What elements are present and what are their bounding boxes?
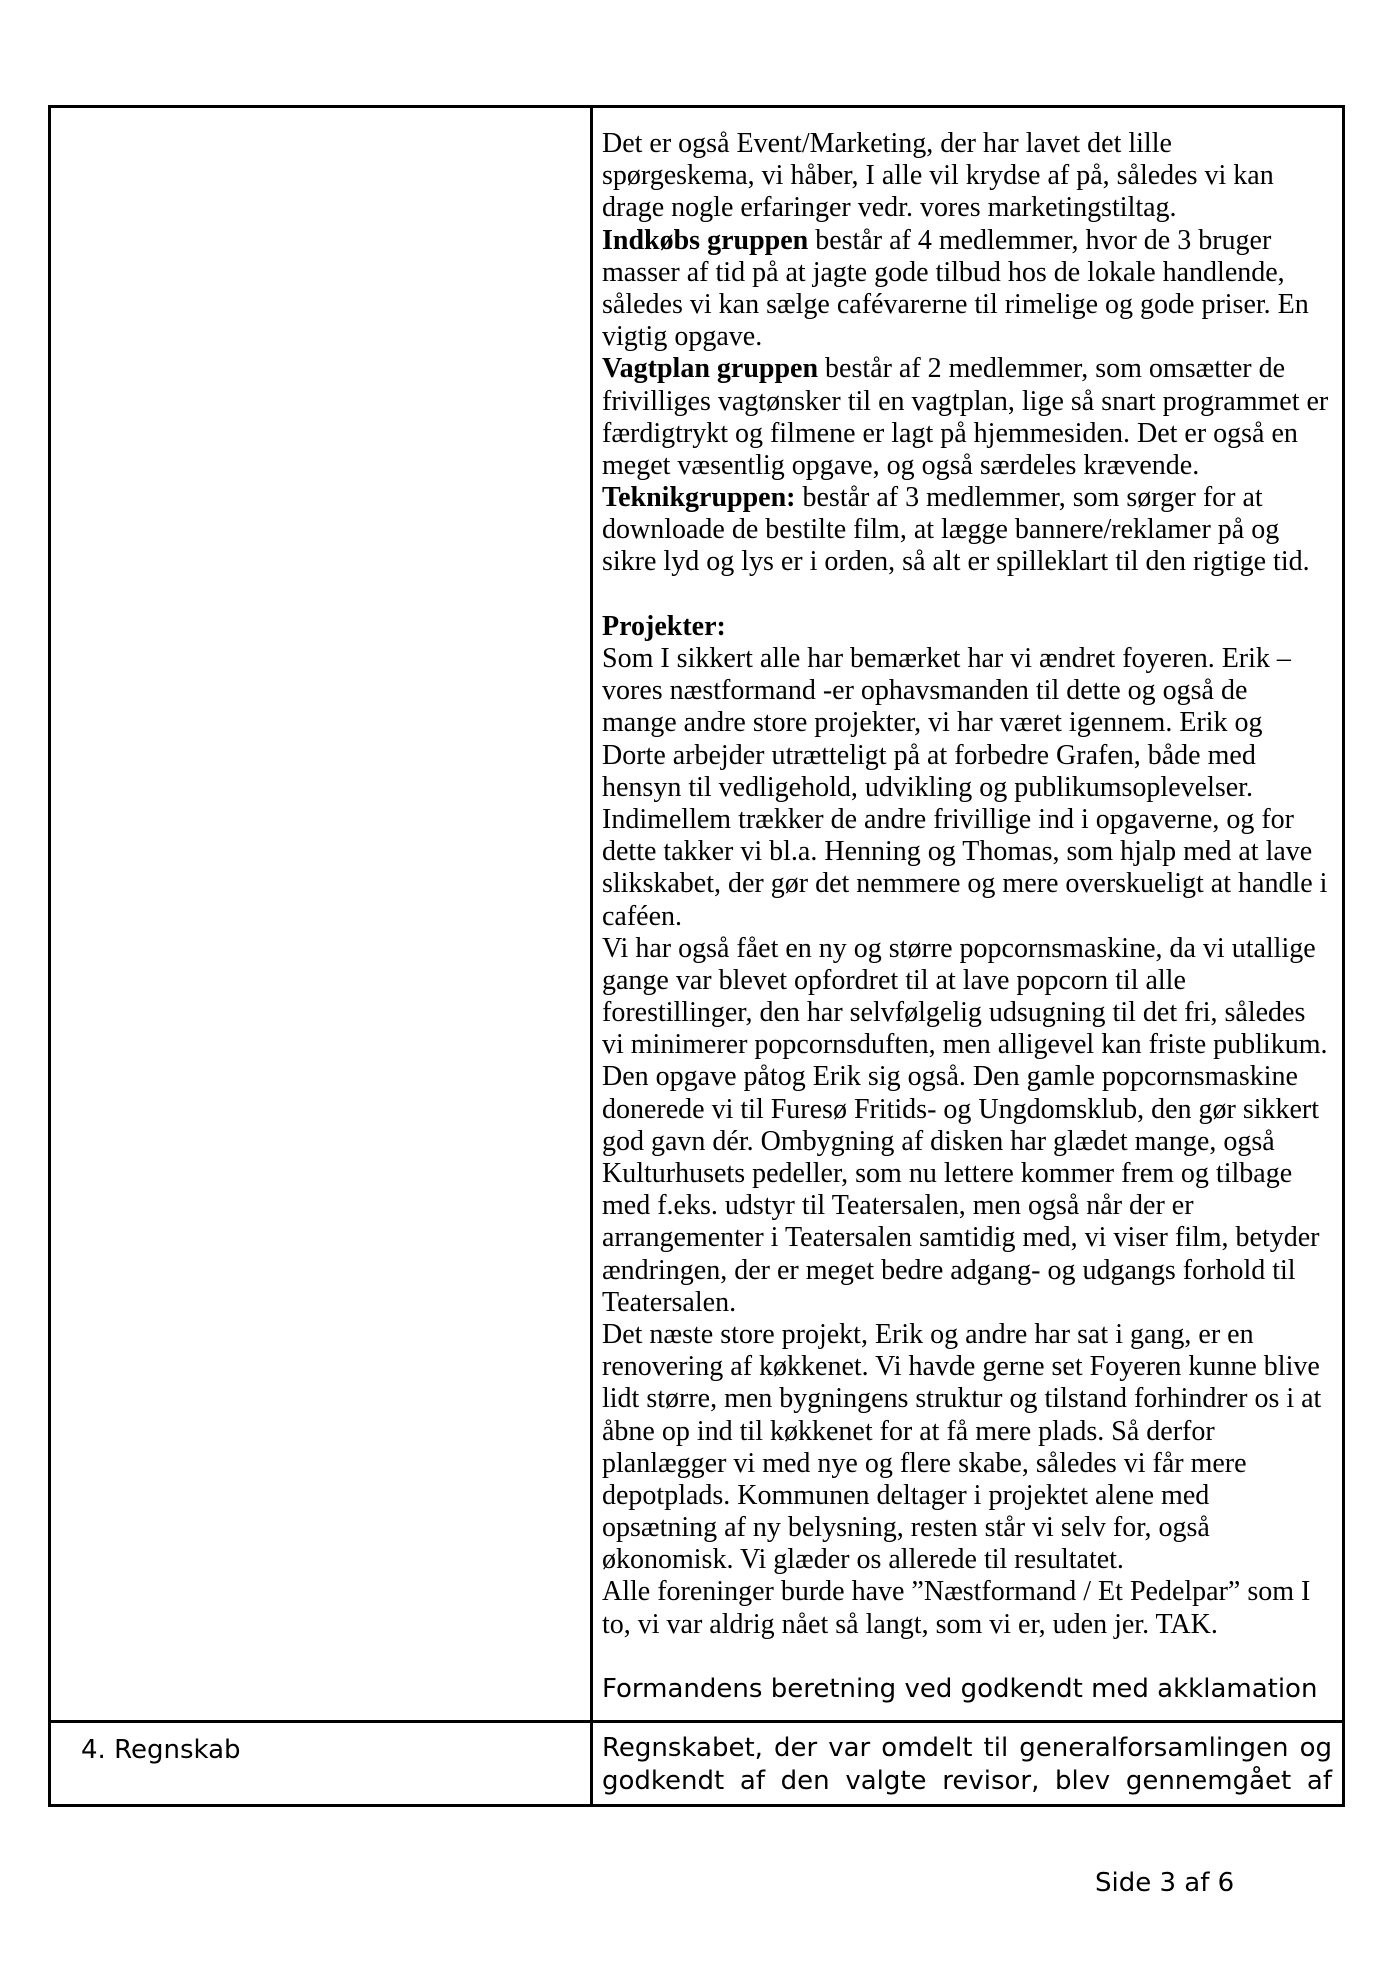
text-line	[602, 1544, 1334, 1576]
text-line	[602, 772, 1334, 804]
text-line	[602, 160, 1334, 192]
text-run: gange var blevet opfordret til at lave popcorn til alle	[602, 964, 1186, 996]
text-line	[602, 804, 1334, 836]
text-line	[602, 643, 1334, 675]
text-run: Teatersalen.	[602, 1286, 737, 1318]
text-run: downloade de bestilte film, at lægge bannere/reklamer på og	[602, 514, 1280, 546]
text-line	[602, 933, 1334, 965]
text-run: frivilliges vagtønsker til en vagtplan, lige så snart programmet er	[602, 385, 1329, 417]
text-line	[602, 579, 1334, 611]
text-run: masser af tid på at jagte gode tilbud hos de lokale handlende,	[602, 256, 1285, 288]
text-run: består af 4 medlemmer, hvor de 3 bruger	[808, 224, 1272, 256]
text-line	[602, 965, 1334, 997]
text-line	[602, 1576, 1334, 1608]
text-line	[602, 128, 1334, 160]
text-line	[602, 1158, 1334, 1190]
bold-run: Teknikgruppen:	[602, 482, 796, 514]
text-line	[602, 482, 1334, 514]
text-line: godkendt af den valgte revisor, blev gennemgået af	[602, 1766, 1332, 1796]
text-run: ændringen, der er meget bedre adgang- og udgangs forhold til	[602, 1254, 1296, 1286]
agenda-item-row	[51, 1720, 1342, 1804]
text-run: Som I sikkert alle har bemærket har vi ændret foyeren. Erik –	[602, 643, 1291, 674]
text-line	[602, 740, 1334, 772]
formandens-beretning-row	[51, 108, 1342, 1720]
agenda-item-label: 4. Regnskab	[51, 1723, 593, 1804]
text-line	[602, 1190, 1334, 1222]
text-line	[602, 1448, 1334, 1480]
text-run: dette takker vi bl.a. Henning og Thomas, som hjalp med at lave	[602, 836, 1313, 868]
text-run: meget væsentlig opgave, og også særdeles krævende.	[602, 449, 1200, 481]
page-number: Side 3 af 6	[1095, 1868, 1235, 1898]
text-line	[602, 1061, 1334, 1093]
text-line	[602, 611, 1334, 643]
text-line	[602, 546, 1334, 578]
regnskab-text-cell	[593, 1723, 1342, 1804]
text-run: arrangementer i Teatersalen samtidig med, vi viser film, betyder	[602, 1222, 1320, 1254]
text-run: lidt større, men bygningens struktur og tilstand forhindrer os i at	[602, 1383, 1322, 1415]
text-line	[602, 450, 1334, 482]
report-lines	[602, 128, 1334, 1641]
text-line	[602, 353, 1334, 385]
text-line	[602, 225, 1334, 257]
text-line	[602, 1512, 1334, 1544]
text-line	[602, 514, 1334, 546]
text-line	[602, 418, 1334, 450]
text-run: består af 3 medlemmer, som sørger for at	[795, 482, 1263, 514]
text-run: vi minimerer popcornsduften, men alligevel kan friste publikum.	[602, 1029, 1328, 1061]
text-line	[602, 1609, 1334, 1641]
text-run: vores næstformand -er ophavsmanden til dette og også de	[602, 675, 1248, 707]
text-run: drage nogle erfaringer vedr. vores marketingstiltag.	[602, 192, 1177, 224]
text-run: hensyn til vedligehold, udvikling og publikumsoplevelser.	[602, 771, 1253, 803]
text-line	[602, 836, 1334, 868]
text-line	[602, 1094, 1334, 1126]
text-run: caféen.	[602, 900, 683, 932]
text-line	[602, 289, 1334, 321]
text-run: opsætning af ny belysning, resten står vi selv for, også	[602, 1512, 1210, 1544]
minutes-table	[48, 105, 1345, 1807]
text-line	[602, 1287, 1334, 1319]
report-note: Formandens beretning ved godkendt med akklamation	[602, 1673, 1318, 1704]
text-line	[602, 1480, 1334, 1512]
bold-run: Projekter:	[602, 610, 726, 642]
report-cell	[593, 108, 1342, 1720]
text-line	[602, 707, 1334, 739]
text-run: sikre lyd og lys er i orden, så alt er spilleklart til den rigtige tid.	[602, 546, 1310, 578]
text-line	[602, 386, 1334, 418]
text-line	[602, 1416, 1334, 1448]
text-run: mange andre store projekter, vi har været igennem. Erik og	[602, 707, 1263, 739]
text-run: donerede vi til Furesø Fritids- og Ungdomsklub, den gør sikkert	[602, 1093, 1320, 1125]
text-run: Det næste store projekt, Erik og andre har sat i gang, er en	[602, 1318, 1254, 1350]
text-line	[602, 1222, 1334, 1254]
text-line	[602, 1126, 1334, 1158]
text-run: færdigtrykt og filmene er lagt på hjemmesiden. Det er også en	[602, 417, 1298, 449]
text-run: Alle foreninger burde have ”Næstformand / Et Pedelpar” som I	[602, 1576, 1311, 1608]
text-run: Den opgave påtog Erik sig også. Den gamle popcornsmaskine	[602, 1061, 1298, 1093]
text-run: Det er også Event/Marketing, der har lavet det lille	[602, 128, 1172, 159]
text-run: Indimellem trækker de andre frivillige ind i opgaverne, og for	[602, 803, 1295, 835]
text-run: planlægger vi med nye og flere skabe, således vi får mere	[602, 1447, 1247, 1479]
text-line	[602, 1255, 1334, 1287]
text-line	[602, 675, 1334, 707]
empty-left-cell	[51, 108, 593, 1720]
text-line	[602, 868, 1334, 900]
text-line	[602, 192, 1334, 224]
text-line	[602, 1319, 1334, 1351]
text-run: renovering af køkkenet. Vi havde gerne set Foyeren kunne blive	[602, 1351, 1320, 1383]
text-run: to, vi var aldrig nået så langt, som vi er, uden jer. TAK.	[602, 1608, 1218, 1640]
text-line	[602, 997, 1334, 1029]
text-run: økonomisk. Vi glæder os allerede til resultatet.	[602, 1544, 1124, 1576]
text-line	[602, 257, 1334, 289]
text-run: spørgeskema, vi håber, I alle vil krydse af på, således vi kan	[602, 160, 1274, 192]
text-run: slikskabet, der gør det nemmere og mere overskueligt at handle i	[602, 868, 1328, 900]
text-run: består af 2 medlemmer, som omsætter de	[818, 353, 1286, 385]
text-run: god gavn dér. Ombygning af disken har glædet mange, også	[602, 1125, 1275, 1157]
text-line	[602, 901, 1334, 933]
text-run: Kulturhusets pedeller, som nu lettere kommer frem og tilbage	[602, 1158, 1293, 1189]
text-run: depotplads. Kommunen deltager i projektet alene med	[602, 1479, 1210, 1511]
text-line	[602, 1383, 1334, 1415]
text-line: Regnskabet, der var omdelt til generalforsamlingen og	[602, 1733, 1332, 1763]
text-line	[602, 1029, 1334, 1061]
text-run: åbne op ind til køkkenet for at få mere plads. Så derfor	[602, 1415, 1215, 1447]
text-line	[602, 1351, 1334, 1383]
bold-run: Vagtplan gruppen	[602, 353, 819, 385]
text-line	[602, 321, 1334, 353]
text-run: forestillinger, den har selvfølgelig udsugning til det fri, således	[602, 997, 1306, 1029]
text-run: Dorte arbejder utrætteligt på at forbedre Grafen, både med	[602, 739, 1256, 771]
text-run: således vi kan sælge cafévarerne til rimelige og gode priser. En	[602, 288, 1309, 320]
text-run: Vi har også fået en ny og større popcornsmaskine, da vi utallige	[602, 932, 1316, 964]
text-run: vigtig opgave.	[602, 321, 763, 353]
bold-run: Indkøbs gruppen	[602, 224, 809, 256]
text-run: med f.eks. udstyr til Teatersalen, men også når der er	[602, 1190, 1194, 1222]
